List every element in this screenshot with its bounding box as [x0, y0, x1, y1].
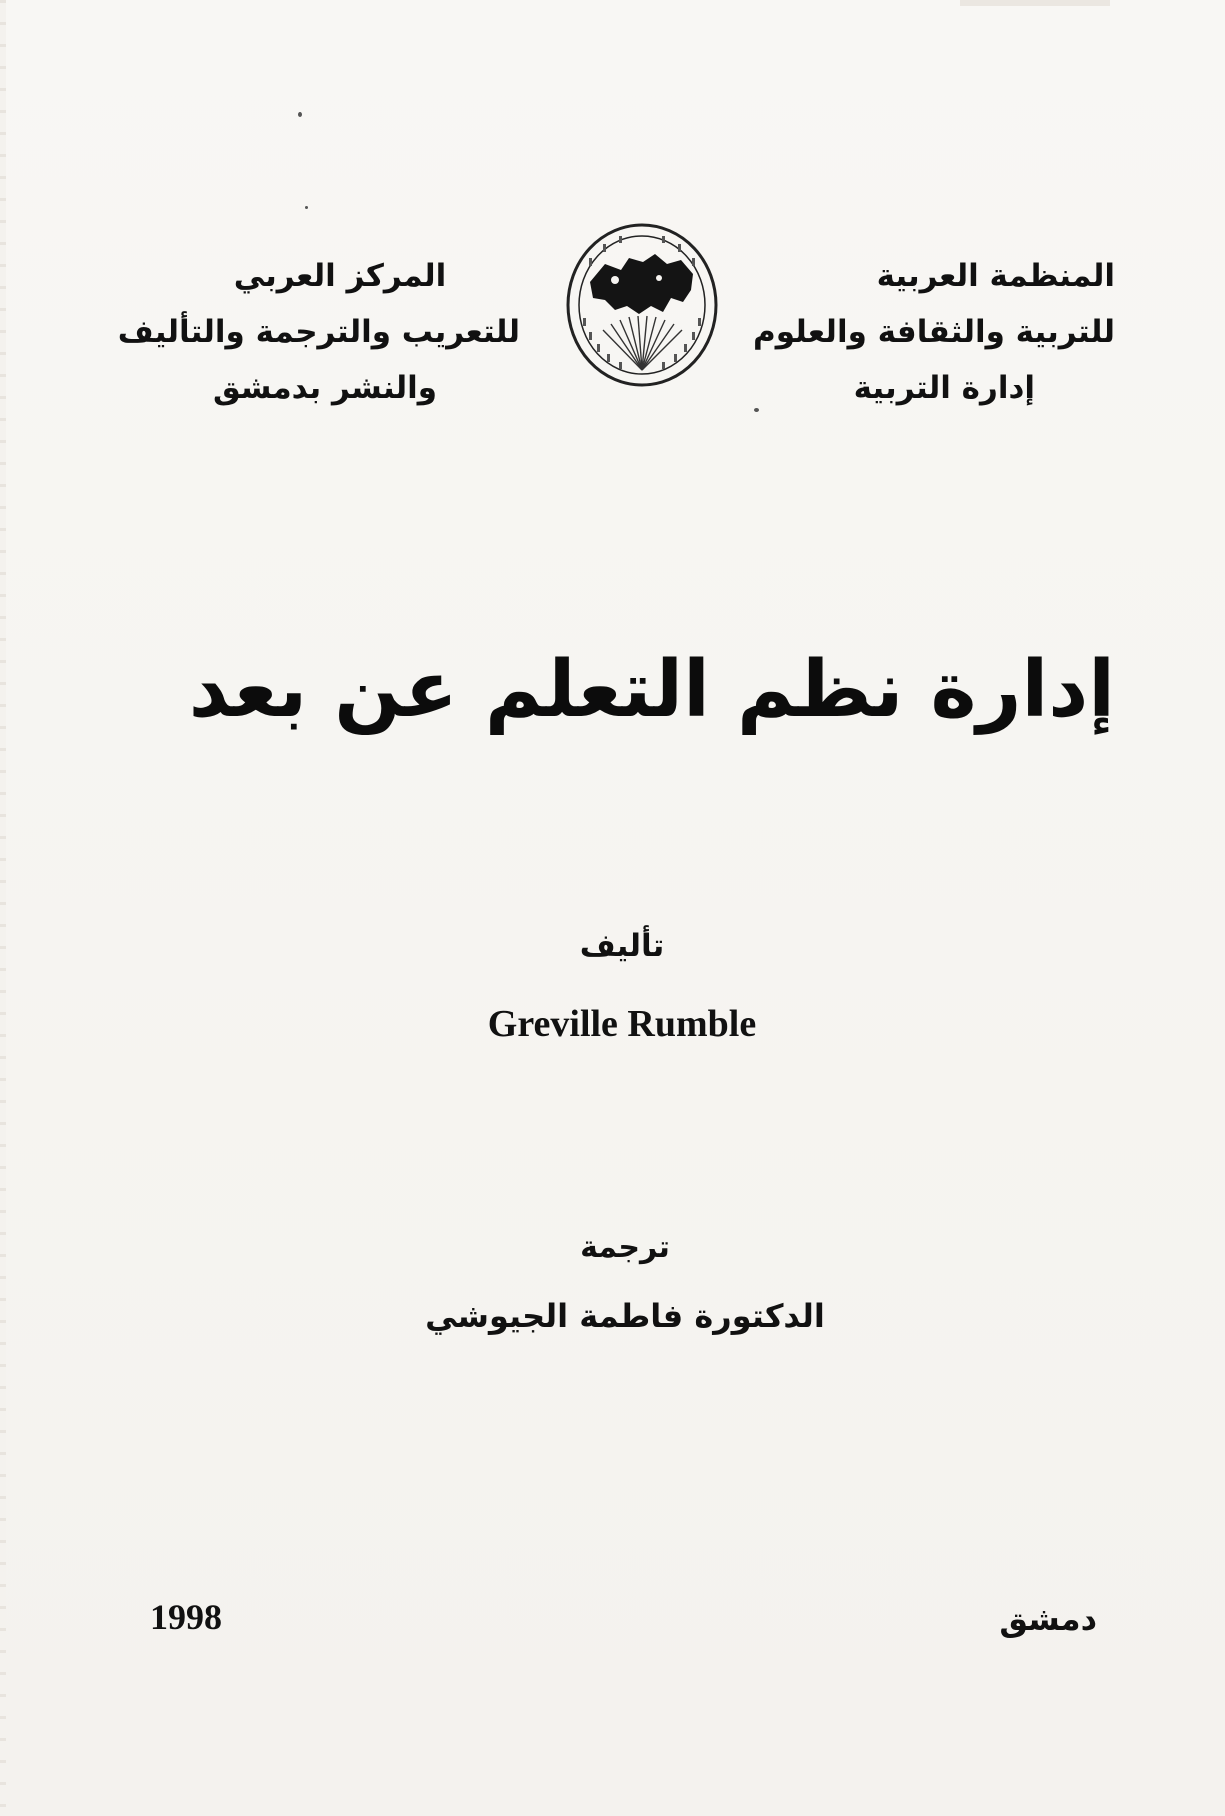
publisher-arab-center-line-3: والنشر بدمشق: [212, 370, 438, 406]
page-top-mark: [960, 0, 1110, 6]
publisher-alecso-line-2: للتربية والثقافة والعلوم: [753, 314, 1115, 350]
print-speck: [305, 206, 308, 209]
alecso-emblem-icon: [563, 220, 721, 390]
publisher-arab-center-line-1: المركز العربي: [233, 258, 447, 294]
publisher-alecso-line-1: المنظمة العربية: [876, 258, 1115, 294]
publisher-alecso-line-3: إدارة التربية: [853, 370, 1035, 406]
publisher-arab-center-line-2: للتعريب والترجمة والتأليف: [117, 314, 520, 350]
author-name: Greville Rumble: [487, 1003, 757, 1045]
print-speck: [754, 408, 759, 412]
translation-label: ترجمة: [580, 1230, 670, 1265]
publication-year: 1998: [150, 1597, 222, 1637]
publisher-alecso: [735, 248, 1115, 416]
author-label: تأليف: [579, 928, 665, 964]
publisher-arab-center: [117, 248, 520, 416]
publication-city: دمشق: [999, 1600, 1097, 1638]
translator-name: الدكتورة فاطمة الجيوشي: [425, 1297, 825, 1335]
book-title: إدارة نظم التعلم عن بعد: [188, 645, 1115, 735]
print-speck: [298, 112, 302, 117]
page-edge: [0, 0, 6, 1816]
